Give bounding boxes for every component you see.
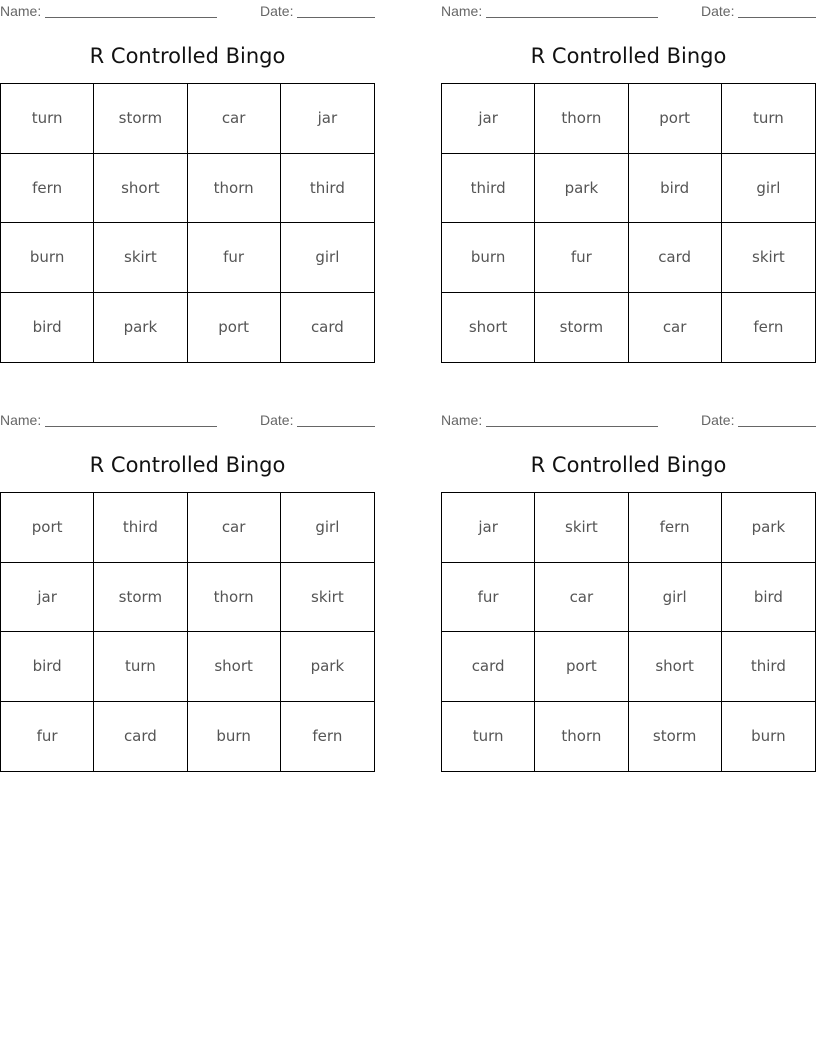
bingo-cell: storm	[535, 293, 628, 363]
date-blank-line	[738, 17, 816, 18]
date-blank-line	[297, 17, 375, 18]
bingo-cell: port	[629, 84, 722, 154]
bingo-card	[441, 0, 816, 364]
bingo-grid	[0, 83, 375, 363]
bingo-cell: storm	[94, 563, 187, 633]
bingo-grid	[0, 492, 375, 772]
bingo-cell: car	[188, 84, 281, 154]
bingo-cell: girl	[722, 154, 815, 224]
card-title: R Controlled Bingo	[530, 44, 727, 68]
bingo-cell: storm	[94, 84, 187, 154]
name-label: Name:	[0, 3, 42, 19]
name-label: Name:	[441, 412, 483, 428]
bingo-cell: girl	[281, 223, 374, 293]
bingo-cell: fur	[442, 563, 535, 633]
bingo-cell: fern	[1, 154, 94, 224]
bingo-cell: thorn	[188, 154, 281, 224]
bingo-cell: burn	[188, 702, 281, 772]
bingo-cell: park	[535, 154, 628, 224]
bingo-cell: skirt	[281, 563, 374, 633]
bingo-cell: park	[722, 493, 815, 563]
bingo-cell: port	[188, 293, 281, 363]
date-blank-line	[738, 426, 816, 427]
name-blank-line	[486, 17, 658, 18]
bingo-cell: card	[310, 318, 344, 337]
bingo-cell: fur	[1, 702, 94, 772]
bingo-cell: bird	[629, 154, 722, 224]
bingo-cell: card	[442, 632, 535, 702]
bingo-cell: short	[94, 154, 187, 224]
card-title: R Controlled Bingo	[530, 453, 727, 477]
name-label: Name:	[441, 3, 483, 19]
bingo-cell: skirt	[535, 493, 628, 563]
bingo-grid	[441, 83, 816, 363]
bingo-cell: third	[281, 154, 374, 224]
bingo-cell: burn	[751, 727, 786, 746]
bingo-cell: park	[281, 632, 374, 702]
name-date-row	[0, 3, 375, 19]
bingo-cell: fur	[535, 223, 628, 293]
bingo-cell: card	[94, 702, 187, 772]
bingo-cell: thorn	[535, 84, 628, 154]
bingo-cell: bird	[1, 293, 94, 363]
bingo-cell: car	[188, 493, 281, 563]
bingo-cell: girl	[281, 493, 374, 563]
bingo-cell: girl	[629, 563, 722, 633]
date-label: Date:	[260, 412, 294, 428]
bingo-cell: burn	[442, 223, 535, 293]
name-label: Name:	[0, 412, 42, 428]
card-title: R Controlled Bingo	[89, 453, 286, 477]
bingo-cell: turn	[94, 632, 187, 702]
bingo-cell: bird	[722, 563, 815, 633]
bingo-card	[0, 409, 375, 773]
bingo-cell: fur	[188, 223, 281, 293]
bingo-cell: fern	[312, 727, 343, 746]
bingo-cell: third	[722, 632, 815, 702]
bingo-card	[441, 409, 816, 773]
bingo-cell: third	[94, 493, 187, 563]
bingo-cell: jar	[1, 563, 94, 633]
date-label: Date:	[701, 412, 735, 428]
bingo-cell: port	[1, 493, 94, 563]
bingo-cell: storm	[629, 702, 722, 772]
bingo-cell: bird	[1, 632, 94, 702]
bingo-cell: turn	[722, 84, 815, 154]
bingo-cell: park	[94, 293, 187, 363]
name-blank-line	[45, 426, 217, 427]
bingo-cell: third	[442, 154, 535, 224]
bingo-cell: fern	[629, 493, 722, 563]
bingo-cell: jar	[442, 84, 535, 154]
bingo-cell: jar	[442, 493, 535, 563]
bingo-cell: car	[535, 563, 628, 633]
name-blank-line	[486, 426, 658, 427]
bingo-cell: burn	[1, 223, 94, 293]
card-title: R Controlled Bingo	[89, 44, 286, 68]
bingo-cell: short	[188, 632, 281, 702]
bingo-cell: short	[629, 632, 722, 702]
bingo-cell: fern	[753, 318, 784, 337]
bingo-cell: thorn	[535, 702, 628, 772]
date-label: Date:	[701, 3, 735, 19]
bingo-cell: car	[629, 293, 722, 363]
bingo-card	[0, 0, 375, 364]
bingo-cell: card	[629, 223, 722, 293]
name-date-row	[441, 412, 816, 428]
date-blank-line	[297, 426, 375, 427]
bingo-cell: skirt	[94, 223, 187, 293]
bingo-cell: short	[442, 293, 535, 363]
bingo-cell: port	[535, 632, 628, 702]
date-label: Date:	[260, 3, 294, 19]
bingo-cell: skirt	[722, 223, 815, 293]
bingo-grid	[441, 492, 816, 772]
bingo-cell: jar	[281, 84, 374, 154]
bingo-cell: turn	[1, 84, 94, 154]
name-blank-line	[45, 17, 217, 18]
bingo-cell: thorn	[188, 563, 281, 633]
name-date-row	[441, 3, 816, 19]
bingo-cell: turn	[442, 702, 535, 772]
name-date-row	[0, 412, 375, 428]
